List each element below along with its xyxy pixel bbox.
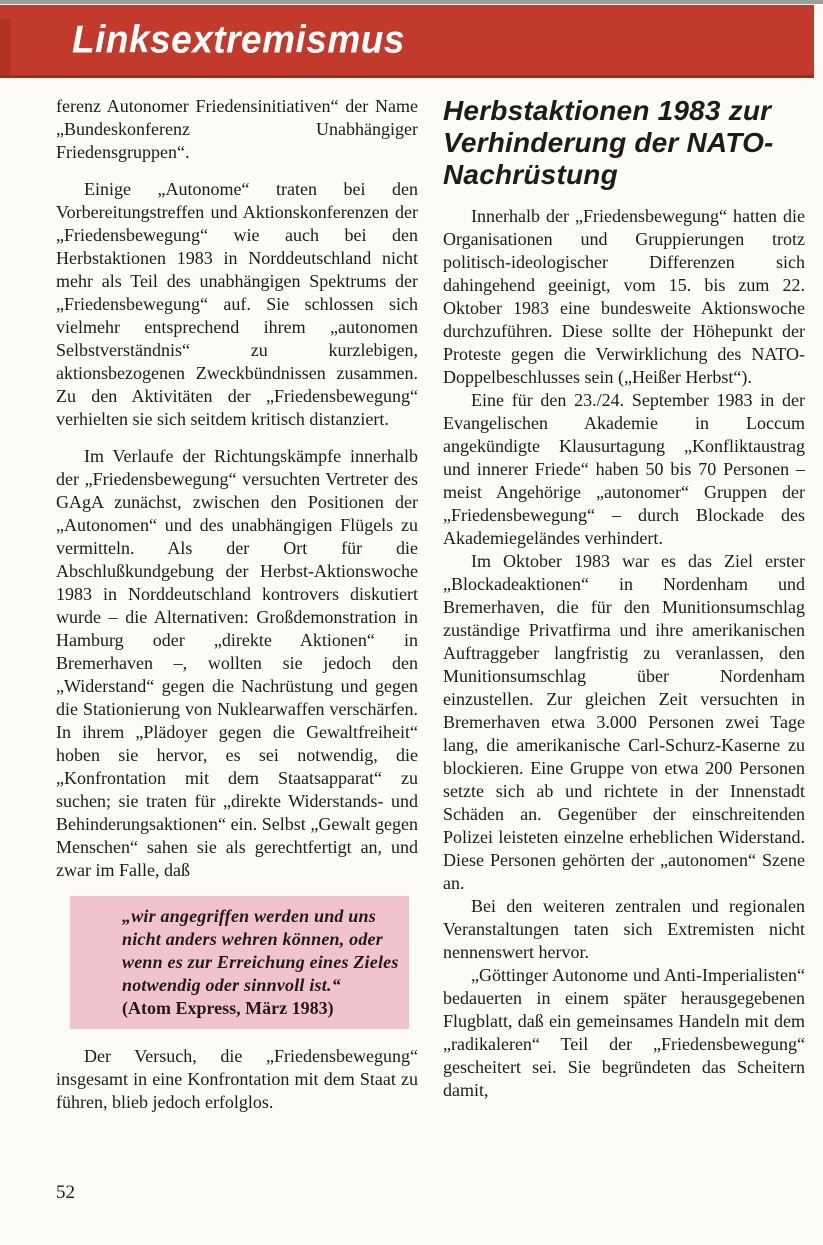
quote-attribution: (Atom Express, März 1983)	[122, 998, 334, 1018]
paragraph: Eine für den 23./24. September 1983 in der Evangelischen Akademie in Loccum angekündigte Klausurtagung „Konfliktaustrag und innerer Friede“ haben 50 bis 70 Personen – meist Angehörige „autonomer“ Gruppen der „Friedensbewegung“ – durch Blockade des Akademiegeländes verhindert.	[443, 390, 805, 548]
page-number: 52	[56, 1182, 75, 1203]
highlighted-quote-box	[70, 896, 409, 1029]
paragraph: Im Oktober 1983 war es das Ziel erster „Blockadeaktionen“ in Nordenham und Bremerhaven, die für den Munitionsumschlag zuständige Privatfirma und ihre amerikanischen Auftraggeber langfristig zu veranlassen, den Munitionsumschlag über Nordenham einzustellen. Zur gleichen Zeit versuchten in Bremerhaven etwa 3.000 Personen zwei Tage lang, die amerikanische Carl-Schurz-Kaserne zu blockieren. Eine Gruppe von etwa 200 Personen setzte sich ab und richtete in der Innenstadt Schäden an. Gegenüber der einschreitenden Polizei leisteten einzelne erheblichen Widerstand. Diese Personen gehörten der „autonomen“ Szene an.	[443, 551, 805, 893]
right-text-column	[443, 95, 805, 1102]
paragraph-continuation: ferenz Autonomer Friedensinitiativen“ der Name „Bundeskonferenz Unabhängiger Friedensgruppen“.	[56, 96, 418, 162]
paragraph: „Göttinger Autonome und Anti-Imperialisten“ bedauerten in einem später herausgegebenen Flugblatt, daß ein gemeinsames Handeln mit dem „radikaleren“ Teil der „Friedensbewegung“ gescheitert sei. Sie begründeten das Scheitern damit,	[443, 965, 805, 1100]
chapter-title: Linksextremismus	[72, 18, 405, 61]
quote-text: „wir angegriffen werden und uns nicht anders wehren können, oder wenn es zur Erreichung eines Zieles notwendig oder sinnvoll ist.“	[122, 906, 399, 995]
paragraph: Einige „Autonome“ traten bei den Vorbereitungstreffen und Aktionskonferenzen der „Friedensbewegung“ wie auch bei den Herbstaktionen 1983 in Norddeutschland nicht mehr als Teil des unabhängigen Spektrums der „Friedensbewegung“ auf. Sie schlossen sich vielmehr entsprechend ihrem „autonomen Selbstverständnis“ zu kurzlebigen, aktionsbezogenen Zweckbündnissen zusammen. Zu den Aktivitäten der „Friedensbewegung“ verhielten sie sich seitdem kritisch distanziert.	[56, 179, 418, 429]
left-text-column	[56, 95, 418, 1128]
paragraph: Bei den weiteren zentralen und regionalen Veranstaltungen taten sich Extremisten nicht nennenswert hervor.	[443, 896, 805, 962]
chapter-banner	[0, 5, 814, 78]
section-heading: Herbstaktionen 1983 zur Verhinderung der NATO-Nachrüstung	[443, 95, 774, 190]
paragraph: Der Versuch, die „Friedensbewegung“ insgesamt in eine Konfrontation mit dem Staat zu führen, blieb jedoch erfolglos.	[56, 1046, 418, 1112]
paragraph: Innerhalb der „Friedensbewegung“ hatten die Organisationen und Gruppierungen trotz politisch-ideologischer Differenzen sich dahingehend geeinigt, vom 15. bis zum 22. Oktober 1983 eine bundesweite Aktionswoche durchzuführen. Diese sollte der Höhepunkt der Proteste gegen die Verwirklichung des NATO-Doppelbeschlusses sein („Heißer Herbst“).	[443, 206, 805, 387]
paragraph: Im Verlaufe der Richtungskämpfe innerhalb der „Friedensbewegung“ versuchten Vertreter des GAgA zunächst, zwischen den Positionen der „Autonomen“ und des unabhängigen Flügels zu vermitteln. Als der Ort für die Abschlußkundgebung der Herbst-Aktionswoche 1983 in Norddeutschland kontrovers diskutiert wurde – die Alternativen: Großdemonstration in Hamburg oder „direkte Aktionen“ in Bremerhaven –, wollten sie jedoch den „Widerstand“ gegen die Nachrüstung und gegen die Stationierung von Nuklearwaffen verschärfen. In ihrem „Plädoyer gegen die Gewaltfreiheit“ hoben sie hervor, es sei notwendig, die „Konfrontation mit dem Staatsapparat“ zu suchen; sie traten für „direkte Widerstands- und Behinderungsaktionen“ ein. Selbst „Gewalt gegen Menschen“ sahen sie als gerechtfertigt an, und zwar im Falle, daß	[56, 446, 418, 880]
scan-edge	[0, 0, 823, 4]
